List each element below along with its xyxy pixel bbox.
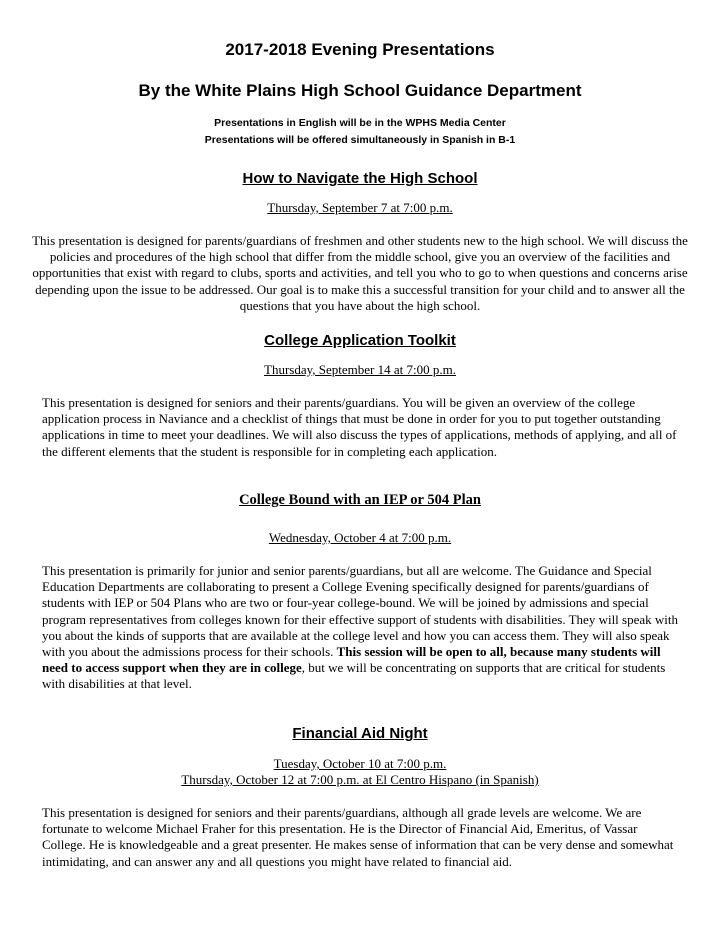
section-body-toolkit: This presentation is designed for seniors and their parents/guardians. You will be given an overview of the college application process in Naviance and a checklist of things that must be done in order for you to put together outstanding applications in time to meet your deadlines. We will also discuss the types of applications, methods of applying, and all of the different elements that the student is responsible for in completing each application.: [42, 395, 677, 459]
section-body-iep-bold: This session will be open to all, because many students will need to access support when they are in college: [42, 644, 661, 676]
section-body-navigate: This presentation is designed for parents/guardians of freshmen and other students new to the high school. We will discuss the policies and procedures of the high school that differ from the middle school, give you an overview of the facilities and opportunities that exist with regard to clubs, sports and activities, and tell you who to go to when questions and concerns arise depending upon the issue to be addressed. Our goal is to make this a successful transition for your child and to answer all the questions that you have about the high school.: [32, 233, 688, 313]
section-body-financial-aid: This presentation is designed for seniors and their parents/guardians, although all grade levels are welcome. We are fortunate to welcome Michael Fraher for this presentation. He is the Director of Financial Aid, Emeritus, of Vassar College. He is knowledgeable and a great presenter. He makes sense of information that can be very dense and somewhat intimidating, and can answer any and all questions you might have related to financial aid.: [42, 805, 674, 869]
section-date-toolkit: Thursday, September 14 at 7:00 p.m.: [264, 362, 456, 377]
page-title: 2017-2018 Evening Presentations: [225, 40, 495, 59]
section-heading-navigate: How to Navigate the High School: [242, 170, 478, 187]
note-spanish-location: Presentations will be offered simultaneously in Spanish in B-1: [204, 134, 516, 146]
section-date-financial-aid: Tuesday, October 10 at 7:00 p.m.: [273, 756, 447, 771]
section-heading-iep: College Bound with an IEP or 504 Plan: [239, 492, 481, 508]
section-heading-toolkit: College Application Toolkit: [264, 332, 456, 349]
section-body-iep-end: , but we will be concentrating on supports that are critical for students with disabilities at that level.: [42, 660, 666, 692]
section-date-iep: Wednesday, October 4 at 7:00 p.m.: [268, 530, 452, 545]
section-body-iep-main: This presentation is primarily for junior and senior parents/guardians, but all are welcome. The Guidance and Special Education Departments are collaborating to present a College Evening specifically designed for parents/guardians of students with IEP or 504 Plans who are two or four-year college-bound. We will be joined by admissions and special program representatives from colleges known for their effective support of students with disabilities. They will speak with you about the kinds of supports that are available at the college level and how you can access them. They will also speak with you about the admissions process for their schools.: [42, 563, 679, 660]
section-date2-financial-aid: Thursday, October 12 at 7:00 p.m. at El Centro Hispano (in Spanish): [181, 772, 539, 787]
note-english-location: Presentations in English will be in the WPHS Media Center: [214, 117, 506, 129]
section-heading-financial-aid: Financial Aid Night: [292, 725, 428, 742]
section-date-navigate: Thursday, September 7 at 7:00 p.m.: [267, 200, 453, 215]
page-subtitle: By the White Plains High School Guidance Department: [138, 81, 582, 100]
section-body-iep: [42, 563, 683, 693]
